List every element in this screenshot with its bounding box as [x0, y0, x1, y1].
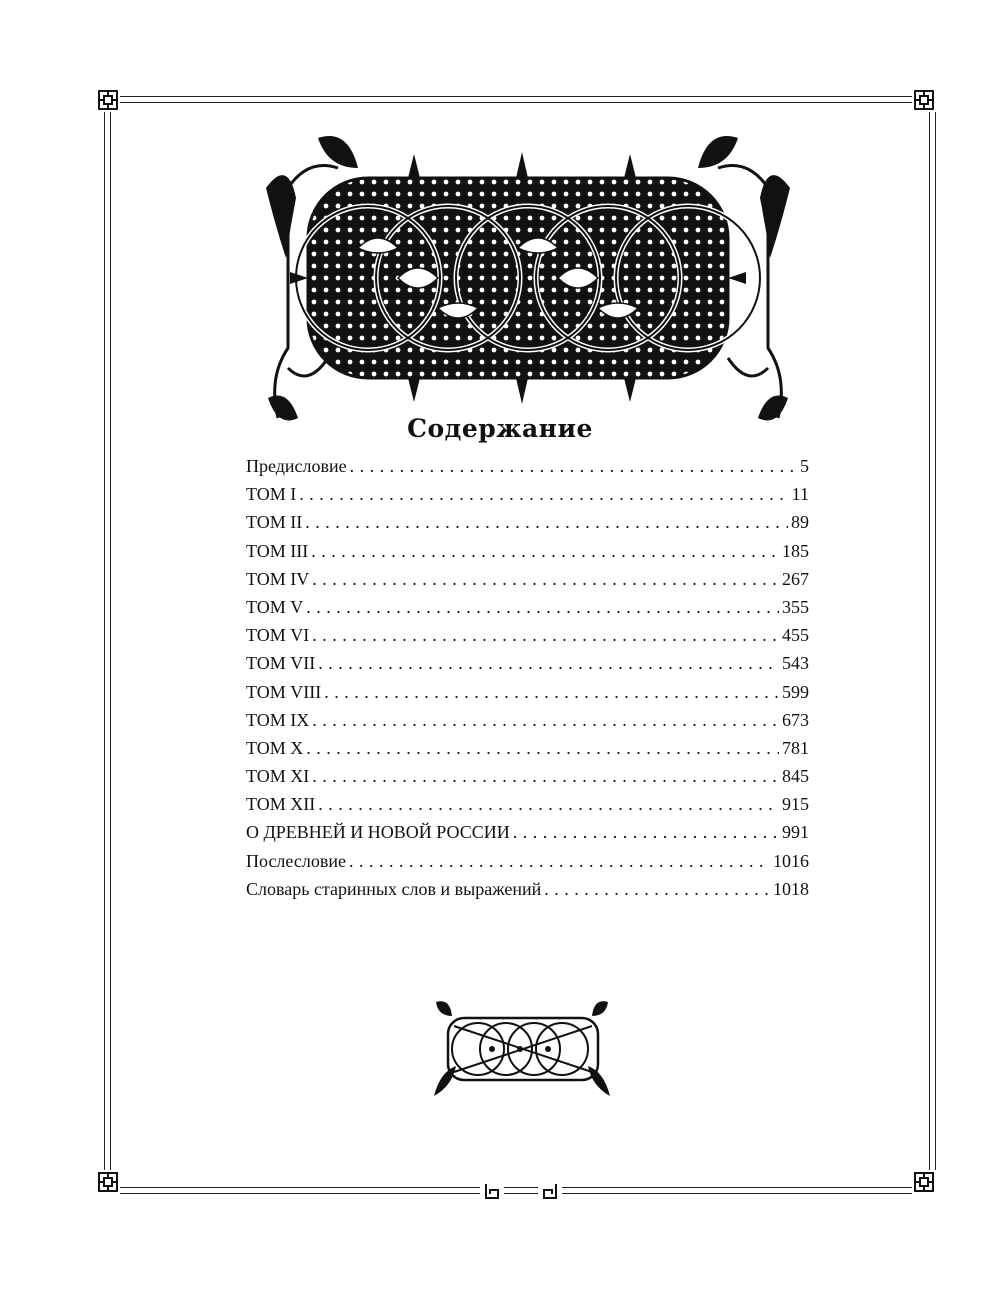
toc-entry[interactable]	[246, 480, 809, 508]
toc-leader-dots	[306, 593, 779, 621]
corner-knot-bottom-left-icon	[96, 1170, 120, 1194]
interlace-headpiece-ornament	[248, 128, 808, 444]
toc-entry[interactable]	[246, 452, 809, 480]
toc-entry[interactable]	[246, 649, 809, 677]
toc-entry-label: ТОМ XI	[246, 766, 310, 787]
toc-entry-label: Предисловие	[246, 456, 347, 476]
toc-leader-dots	[513, 818, 779, 846]
toc-entry-label: ТОМ VIII	[246, 681, 322, 702]
toc-entry[interactable]	[246, 565, 809, 593]
toc-entry-label: ТОМ III	[246, 540, 309, 561]
toc-entry[interactable]	[246, 790, 809, 818]
toc-entry-label: ТОМ IX	[246, 709, 310, 730]
toc-leader-dots	[305, 508, 788, 536]
toc-entry-page: 1016	[773, 850, 809, 871]
toc-entry-label: Послесловие	[246, 850, 346, 871]
bottom-knot-right-icon	[538, 1180, 562, 1204]
toc-leader-dots	[349, 847, 770, 875]
toc-entry-page: 781	[782, 737, 809, 758]
corner-knot-top-right-icon	[912, 88, 936, 112]
toc-entry[interactable]	[246, 762, 809, 790]
toc-entry[interactable]	[246, 508, 809, 536]
toc-leader-dots	[318, 790, 779, 818]
toc-entry-page: 185	[782, 540, 809, 561]
toc-entry-page: 355	[782, 596, 809, 617]
toc-leader-dots	[312, 621, 779, 649]
toc-leader-dots	[311, 537, 779, 565]
toc-entry[interactable]	[246, 734, 809, 762]
toc-leader-dots	[299, 480, 788, 508]
toc-entry-label: ТОМ I	[246, 484, 297, 505]
toc-entry-label: Словарь старинных слов и выражений	[246, 878, 542, 899]
toc-entry[interactable]	[246, 537, 809, 565]
toc-entry[interactable]	[246, 706, 809, 734]
toc-entry-page: 599	[782, 681, 809, 702]
toc-entry-page: 5	[800, 456, 809, 476]
toc-entry-page: 89	[791, 512, 809, 533]
toc-entry-label: ТОМ II	[246, 512, 303, 533]
toc-entry-page: 11	[791, 484, 809, 505]
toc-leader-dots	[350, 452, 797, 480]
toc-leader-dots	[312, 762, 779, 790]
bottom-knot-left-icon	[480, 1180, 504, 1204]
corner-knot-bottom-right-icon	[912, 1170, 936, 1194]
toc-entry[interactable]	[246, 847, 809, 875]
toc-leader-dots	[324, 678, 779, 706]
toc-entry-label: ТОМ V	[246, 596, 304, 617]
toc-entry[interactable]	[246, 621, 809, 649]
toc-leader-dots	[312, 565, 779, 593]
toc-list	[246, 452, 809, 903]
toc-entry-page: 673	[782, 709, 809, 730]
interlace-tailpiece-ornament	[428, 996, 616, 1106]
toc-entry-label: ТОМ XII	[246, 794, 316, 815]
toc-entry-label: ТОМ VII	[246, 653, 316, 674]
toc-entry-page: 543	[782, 653, 809, 674]
toc-entry-label: ТОМ X	[246, 737, 304, 758]
toc-entry-page: 991	[782, 822, 809, 843]
toc-entry-page: 1018	[773, 878, 809, 899]
toc-leader-dots	[312, 706, 779, 734]
toc-leader-dots	[544, 875, 770, 903]
toc-entry[interactable]	[246, 875, 809, 903]
toc-entry-page: 267	[782, 568, 809, 589]
toc-entry[interactable]	[246, 818, 809, 846]
toc-entry-label: О ДРЕВНЕЙ И НОВОЙ РОССИИ	[246, 822, 510, 843]
corner-knot-top-left-icon	[96, 88, 120, 112]
toc-entry-label: ТОМ VI	[246, 625, 310, 646]
toc-entry[interactable]	[246, 593, 809, 621]
toc-title: Содержание	[407, 414, 593, 443]
toc-leader-dots	[306, 734, 779, 762]
toc-entry-label: ТОМ IV	[246, 568, 310, 589]
toc-entry-page: 455	[782, 625, 809, 646]
toc-entry[interactable]	[246, 678, 809, 706]
toc-leader-dots	[318, 649, 779, 677]
toc-entry-page: 845	[782, 766, 809, 787]
toc-entry-page: 915	[782, 794, 809, 815]
